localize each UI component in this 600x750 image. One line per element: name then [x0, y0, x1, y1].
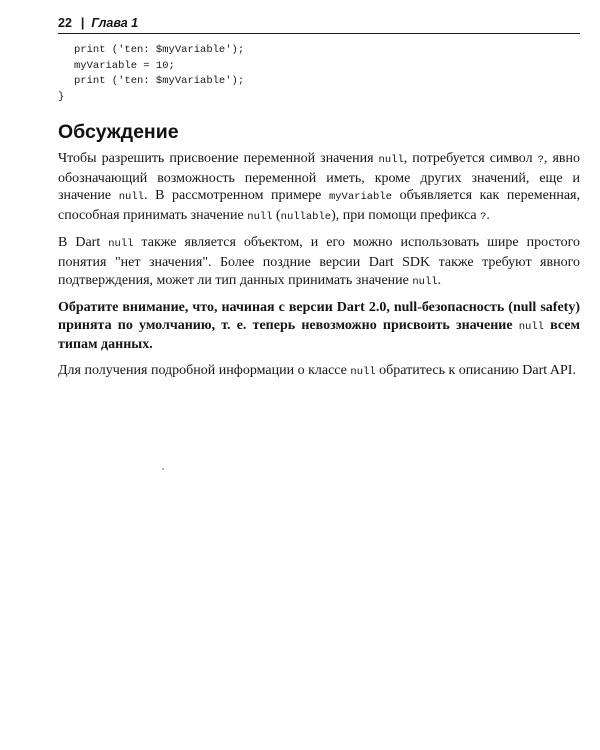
paragraph-null-safety-note: Обратите внимание, что, начиная с версии Dart 2.0, null-безопасность (null safety) принята по умолчанию, т. е. теперь невозможно присвоить значение null всем типам данных.: [58, 300, 580, 353]
chapter-label: Глава 1: [91, 16, 139, 30]
inline-code: ?: [480, 210, 487, 223]
header-separator: |: [80, 16, 85, 30]
inline-code: nullable: [280, 210, 332, 223]
code-line: print ('ten: $myVariable');: [74, 44, 245, 56]
scan-speck: [162, 468, 164, 470]
inline-code: null: [350, 365, 376, 378]
code-listing: [58, 43, 578, 105]
body-text: [58, 150, 580, 390]
paragraph-null-declaration: Чтобы разрешить присвоение переменной значения null, потребуется символ ?, явно обозначающий возможность переменной иметь, кроме других значений, еще и значение null. В рассмотренном примере myVariable объявляется как переменная, способная принимать значение null (nullable), при помощи префикса ?.: [58, 151, 580, 223]
code-line: print ('ten: $myVariable');: [74, 75, 245, 87]
inline-code: myVariable: [328, 191, 392, 204]
page-number: 22: [58, 16, 72, 30]
inline-code: ?: [537, 154, 544, 166]
inline-code: null: [118, 191, 144, 204]
inline-code: null: [518, 320, 544, 333]
paragraph-api-reference: Для получения подробной информации о классе null обратитесь к описанию Dart API.: [58, 362, 576, 378]
running-header: [58, 15, 580, 34]
inline-code: null: [378, 154, 404, 166]
inline-code: null: [412, 275, 438, 288]
code-line: }: [58, 90, 65, 103]
inline-code: null: [247, 210, 273, 223]
code-line: myVariable = 10;: [74, 59, 175, 72]
paragraph-null-object: В Dart null также является объектом, и его можно использовать шире простого понятия "нет значения". Более поздние версии Dart SDK также требуют явного подтверждения, может ли тип данных принимать значение null.: [58, 235, 580, 288]
inline-code: null: [108, 238, 134, 251]
section-title: Обсуждение: [58, 121, 179, 143]
